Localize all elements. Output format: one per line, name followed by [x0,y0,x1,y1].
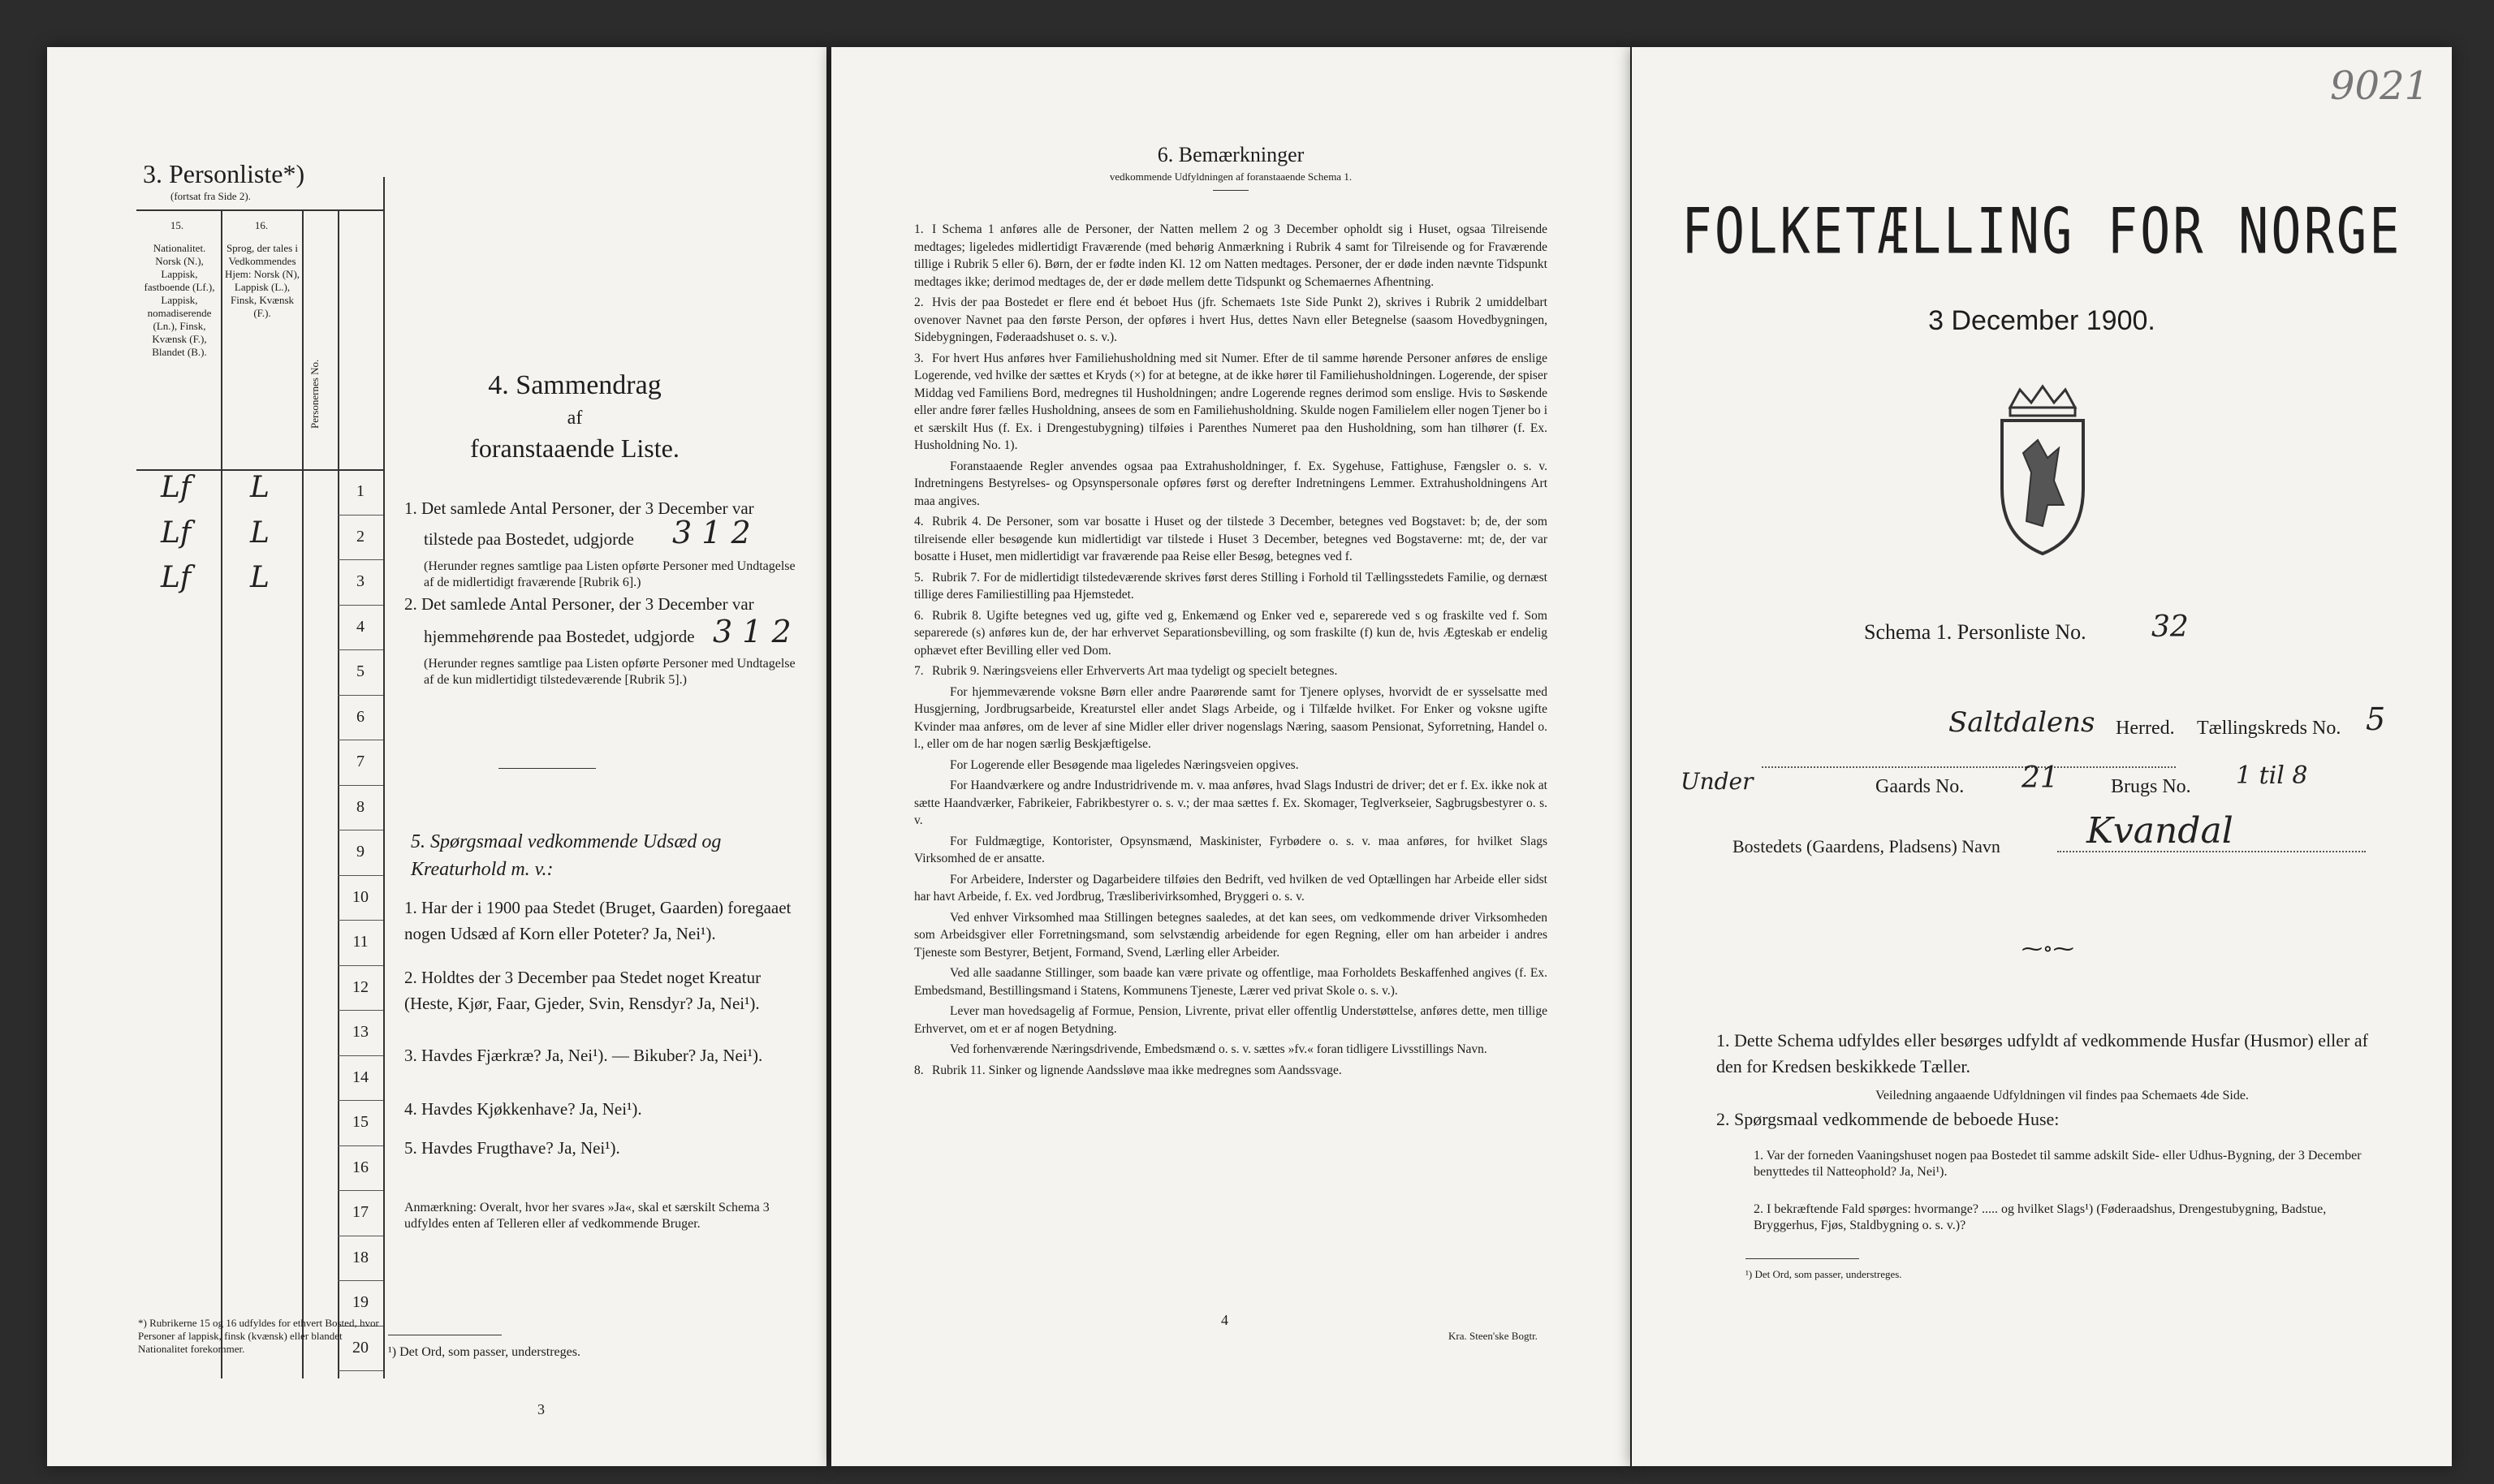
row-rule [338,1100,383,1101]
col15-header: Nationalitet. Norsk (N.), Lappisk, fastboende (Lf.), Lappisk, nomadiserende (Ln.), Finsk, Kvænsk (F.), Blandet (B.). [144,242,215,358]
remark-number: 3. [914,351,924,365]
remark-paragraph [914,607,1547,660]
s4-q2-line1: 2. Det samlede Antal Personer, der 3 December var [404,594,754,614]
s4-af: af [567,408,583,429]
remark-text: I Schema 1 anføres alle de Personer, der Natten mellem 2 og 3 December opholdt sig i Huset, ogsaa Tilreisende medtages; ligeledes midlertidigt Fraværende (med behørig Anmærkning i Rubrik 4 samt for Tilreisende og for Fraværende tillige i Rubrik 5 eller 6). Børn, der er fødte inden Kl. 12 om Natten medtages. Personer, der er døde inden nævnte Tidspunkt medtages ikke; derimod medtages de, der er døde mellem dette Tidspunkt og Schemaernes Afhentning. [914,222,1547,289]
remark-number: 2. [914,296,924,309]
remark-number: 4. [914,515,924,528]
row-rule [338,695,383,696]
table-col-rule-4 [383,177,385,1378]
remark-text: Ved alle saadanne Stillinger, som baade kan være private og offentlige, maa Forholdets Beskaffenhed angives (f. Ex. Embedsmand, Bestillingsmand i Statens, Kommunens Tjeneste, Lærer ved privat Skole o. s. v.). [914,966,1547,998]
gaards-label: Gaards No. [1875,776,1965,797]
remark-text: Ved forhenværende Næringsdrivende, Embedsmænd o. s. v. sættes »fv.« foran tidligere Livsstillings Navn. [950,1042,1487,1056]
row-rule [338,1370,383,1371]
row-number: 4 [356,617,365,636]
col16-header: Sprog, der tales i Vedkommendes Hjem: Norsk (N), Lappisk (L.), Finsk, Kvænsk (F.). [224,242,300,319]
col-persons-header: Personernes No. [309,359,321,429]
page-personliste [47,47,826,1466]
schema-number: 32 [2151,610,2189,644]
row-number: 3 [356,572,365,590]
archive-number: 9021 [2330,63,2430,109]
remarks-title-rule [1213,190,1249,191]
remark-text: For Logerende eller Besøgende maa ligeledes Næringsveien opgives. [950,757,1299,772]
herred-line [1762,739,2176,768]
coat-of-arms-icon [1970,383,2116,562]
row-number: 10 [352,887,369,906]
row-rule [338,515,383,516]
remark-text: Rubrik 9. Næringsveiens eller Erhververts Art maa tydeligt og specielt betegnes. [932,664,1338,678]
page1-footnote: ¹) Det Ord, som passer, understreges. [388,1345,580,1359]
instruction-1-sub: Veiledning angaaende Udfyldningen vil findes paa Schemaets 4de Side. [1875,1089,2249,1102]
bosted-line [2057,826,2366,852]
table-col-rule-1 [221,209,222,1378]
row-rule [338,649,383,650]
s5-q3: 3. Havdes Fjærkræ? Ja, Nei¹). — Bikuber? Ja, Nei¹). [404,1046,763,1065]
herred-value: Saltdalens [1948,706,2095,739]
remark-paragraph [914,757,1547,774]
kreds-value: 5 [2366,701,2386,737]
s5-q2: 2. Holdtes der 3 December paa Stedet noget Kreatur (Heste, Kjør, Faar, Gjeder, Svin, Rensdyr? Ja, Nei¹). [404,968,762,1013]
row-number: 9 [356,843,365,861]
census-title: FOLKETÆLLING FOR NORGE [1681,193,2402,269]
remark-text: For hvert Hus anføres hver Familiehusholdning med sit Numer. Efter de til samme hørende Personer anføres de enslige Logerende, ved hvilke der sættes et Kryds (×) for at betegne, at de ikke hører til Familiehusholdningen. Logerende, der spiser Middag ved Familiens Bord, medregnes til Husholdningen; andre Logerende regnes derimod som enslige. Hvis to Søskende eller andre fører fælles Husholdning, ansees de som en Familiehusholdning. Skulde nogen Familielem eller nogen Tjener bo i et særskilt Hus (f. Ex. i Drengestubygning) tilføies i Parenthes Numeret paa den Husholdning, som han tilhører (f. Ex. Husholdning No. 1). [914,351,1547,452]
row-number: 14 [352,1068,369,1086]
remarks-body [914,221,1547,1082]
row-rule [338,785,383,786]
row-number: 2 [356,527,365,546]
kreds-label: Tællingskreds No. [2197,718,2341,739]
table-top-rule [136,209,385,211]
remark-text: Rubrik 4. De Personer, som var bosatte i Huset og der tilstede 3 December, betegnes ved Bogstavet: b; de, der som tilreisende eller besøgende kun midlertidigt var tilstede i Huset 3 December, betegnes ved Bogstaverne: mt; de, der var bosatte i Huset, men midlertidigt var fraværende paa Reise eller Besøg, betegnes ved f. [914,515,1547,563]
row-rule [338,965,383,966]
s5-q4: 4. Havdes Kjøkkenhave? Ja, Nei¹). [404,1099,642,1119]
remark-text: Rubrik 8. Ugifte betegnes ved ug, gifte ved g, Enkemænd og Enker ved e, separerede ved s og fraskilte ved f. Som separerede (s) anføres kun de, der har erhvervet Separationsbevilling, og som fraskilte (f) kun de, hvis Ægteskab er endelig ophævet efter Bevilling eller ved Dom. [914,608,1547,658]
row-rule [338,875,383,876]
row-number: 18 [352,1248,369,1266]
remark-paragraph [914,871,1547,906]
remark-text: Rubrik 7. For de midlertidigt tilstedeværende skrives først deres Stilling i Forhold til Tællingsstedets Familie, og dernæst tillige deres Familiestilling paa Hjemstedet. [914,570,1547,602]
cover-footnote-rule [1745,1258,1859,1259]
schema-label: Schema 1. Personliste No. [1864,620,2086,644]
remark-number: 1. [914,222,924,236]
remark-paragraph [914,964,1547,999]
s4-subtitle: foranstaaende Liste. [470,434,680,463]
row-rule [338,1190,383,1191]
s4-q2-note: (Herunder regnes samtlige paa Listen opførte Personer med Undtagelse af de kun midlertidigt tilstedeværende [Rubrik 5].) [424,657,796,687]
remark-paragraph [914,569,1547,604]
row-number: 20 [352,1338,369,1357]
col16-number: 16. [254,219,269,231]
page2-number: 4 [1221,1312,1228,1328]
row-rule [338,1010,383,1011]
s4-divider [498,768,596,769]
row-number: 19 [352,1293,369,1311]
row-language: L [250,471,270,504]
brugs-value: 1 til 8 [2236,761,2308,790]
remark-paragraph [914,833,1547,868]
page-cover [1632,47,2452,1466]
row-number: 7 [356,753,365,770]
margin-note: Under [1681,768,1754,795]
row-number: 17 [352,1203,369,1221]
s4-q2-line2: hjemmehørende paa Bostedet, udgjorde [424,627,695,646]
printer-mark: Kra. Steen'ske Bogtr. [1448,1330,1538,1342]
s4-q1-line2: tilstede paa Bostedet, udgjorde [424,529,634,549]
remark-paragraph [914,777,1547,830]
remark-paragraph [914,294,1547,347]
row-rule [338,559,383,560]
personliste-subtitle: (fortsat fra Side 2). [170,190,251,202]
census-date: 3 December 1900. [1928,305,2155,336]
remark-paragraph [914,350,1547,455]
remark-number: 7. [914,664,924,678]
s5-title: 5. Spørgsmaal vedkommende Udsæd og Kreaturhold m. v.: [411,831,722,880]
table-col-rule-3 [338,209,339,1378]
remark-text: For Haandværkere og andre Industridrivende m. v. maa anføres, hvad Slags Industri de driver; det er f. Ex. ikke nok at sætte Haandværker, Fabrikeier, Fabrikbestyrer o. s. v.; der maa sættes f. Ex. Skomager, Teglverkseier, Sagbrugsbestyrer o. s. v. [914,779,1547,827]
remark-paragraph [914,909,1547,962]
row-rule [338,920,383,921]
row-nationality: Lf [161,471,192,504]
remark-text: For Fuldmægtige, Kontorister, Opsynsmænd, Maskinister, Fyrbødere o. s. v. maa anføres, for hvilket Slags Virksomhed de er ansatte. [914,834,1547,865]
instruction-2-2: 2. I bekræftende Fald spørges: hvormange? ..... og hvilket Slags¹) (Føderaadshus, Drengestubygning, Badstue, Bryggerhus, Fjøs, Staldbygning o. s. v.)? [1754,1202,2327,1232]
personliste-footnote: *) Rubrikerne 15 og 16 udfyldes for ethvert Bosted, hvor Personer af lappisk, finsk (kvænsk) eller blandet Nationalitet forekommer. [138,1317,379,1355]
s4-q2-value: 3 1 2 [713,614,792,649]
s5-q1: 1. Har der i 1900 paa Stedet (Bruget, Gaarden) foregaaet nogen Udsæd af Korn eller Poteter? Ja, Nei¹). [404,898,792,943]
row-number: 16 [352,1158,369,1176]
row-rule [338,1280,383,1281]
bosted-label: Bostedets (Gaardens, Pladsens) Navn [1732,836,2000,856]
remark-number: 8. [914,1063,924,1077]
s4-q1-note: (Herunder regnes samtlige paa Listen opførte Personer med Undtagelse af de midlertidigt fraværende [Rubrik 6].) [424,559,796,589]
remark-paragraph [914,458,1547,511]
remark-number: 6. [914,608,924,623]
row-rule [338,605,383,606]
remark-number: 5. [914,570,924,585]
brugs-label: Brugs No. [2111,776,2191,797]
herred-label: Herred. [2116,718,2175,739]
remark-text: Rubrik 11. Sinker og lignende Aandssløve maa ikke medregnes som Aandssvage. [932,1063,1342,1077]
s5-note: Anmærkning: Overalt, hvor her svares »Ja«, skal et særskilt Schema 3 udfyldes enten af Telleren eller af vedkommende Bruger. [404,1201,770,1231]
instruction-2: 2. Spørgsmaal vedkommende de beboede Huse: [1716,1109,2060,1129]
s4-q1-line1: 1. Det samlede Antal Personer, der 3 December var [404,498,754,518]
remark-paragraph [914,513,1547,566]
page-bemaerkninger [831,47,1630,1466]
remark-text: Foranstaaende Regler anvendes ogsaa paa Extrahusholdninger, f. Ex. Sygehuse, Fattighuse, Fængsler o. s. v. Indretningens Bestyrelses- og Opsynspersonale opføres først og derefter Indretningens Lemmer. Extrahusholdningens Art maa angives. [914,459,1547,508]
bosted-value: Kvandal [2086,810,2233,852]
col15-number: 15. [170,219,184,231]
remark-text: Hvis der paa Bostedet er flere end ét beboet Hus (jfr. Schemaets 1ste Side Punkt 2), skrives i Rubrik 2 umiddelbart ovenover Navnet paa den første Person, der opføres i hvert Hus, dettes Navn eller Betegnelse (saasom Hovedbygningen, Sidebygningen, Føderaadshuset o. s. v.). [914,296,1547,344]
gaards-value: 21 [2022,761,2059,795]
remark-paragraph [914,662,1547,680]
row-nationality: Lf [161,561,192,594]
row-number: 11 [352,933,369,951]
remark-paragraph [914,684,1547,753]
row-number: 8 [356,797,365,816]
remarks-title: 6. Bemærkninger [1157,143,1305,166]
row-number: 6 [356,707,365,726]
remark-paragraph [914,1041,1547,1059]
row-number: 15 [352,1113,369,1131]
row-number: 1 [356,482,365,500]
remark-text: For Arbeidere, Inderster og Dagarbeidere tilføies den Bedrift, ved hvilken de ved Optællingen har Arbeide eller sidst har havt Arbeide, f. Ex. ved Jordbrug, Træsliberivirksomhed, Bryggeri o. s. v. [914,872,1547,904]
page1-number: 3 [537,1401,545,1417]
remarks-subtitle: vedkommende Udfyldningen af foranstaaende Schema 1. [1109,170,1353,183]
s5-q5: 5. Havdes Frugthave? Ja, Nei¹). [404,1138,620,1158]
remark-text: Ved enhver Virksomhed maa Stillingen betegnes saaledes, at det kan sees, om vedkommende driver Virksomheden som Arbeidsgiver eller Forretningsmand, som selvstændig arbeidende for egen Regning, eller om han arbeider i andres Tjeneste som Bestyrer, Betjent, Formand, Svend, Lærling eller Arbeider. [914,910,1547,960]
row-number: 5 [356,662,365,680]
ornament: ⁓∘⁓ [2022,937,2074,960]
remark-paragraph [914,221,1547,291]
personliste-title: 3. Personliste*) [143,159,305,188]
row-language: L [250,561,270,594]
row-number: 13 [352,1023,369,1041]
remark-paragraph [914,1062,1547,1080]
row-rule [338,1055,383,1056]
row-nationality: Lf [161,516,192,550]
table-col-rule-2 [302,209,304,1378]
row-rule [338,1145,383,1146]
row-language: L [250,516,270,550]
instruction-1: 1. Dette Schema udfyldes eller besørges udfyldt af vedkommende Husfar (Husmor) eller af den for Kredsen beskikkede Tæller. [1716,1030,2368,1076]
s4-q1-value: 3 1 2 [672,515,751,550]
remark-text: Lever man hovedsagelig af Formue, Pension, Livrente, privat eller offentlig Understøttelse, anføres dette, men tillige Erhvervet, om et er af nogen Betydning. [914,1004,1547,1036]
cover-footnote: ¹) Det Ord, som passer, understreges. [1745,1268,1902,1280]
remark-text: For hjemmeværende voksne Børn eller andre Paarørende samt for Tjenere oplyses, hvorvidt de er sysselsatte med Husgjerning, Jordbrugsarbeide, Kreaturstel eller andet Slags Arbeide, og i Tilfælde hvilket. For Enker og voksne ugifte Kvinder maa anføres, om de lever af sine Midler eller driver nogenslags Næring, saasom Pensionat, Syforretning, Handel o. l., eller om de har nogen særlig Beskjæftigelse. [914,684,1547,751]
remark-paragraph [914,1003,1547,1038]
instruction-2-1: 1. Var der forneden Vaaningshuset nogen paa Bostedet til samme adskilt Side- eller Udhus-Bygning, der 3 December benyttedes til Natteophold? Ja, Nei¹). [1754,1149,2362,1179]
s4-title: 4. Sammendrag [488,370,662,400]
row-number: 12 [352,977,369,996]
